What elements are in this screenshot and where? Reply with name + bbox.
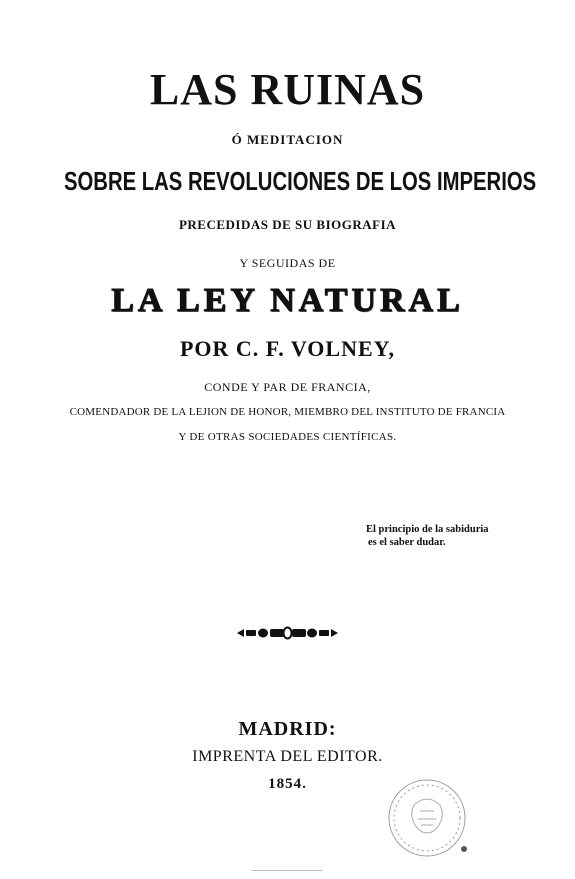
imprint-publisher: IMPRENTA DEL EDITOR.: [192, 748, 383, 765]
bottom-edge-mark: [252, 870, 322, 871]
author-title-3: Y DE OTRAS SOCIEDADES CIENTÍFICAS.: [178, 431, 397, 443]
epigraph-line-1: El principio de la sabiduria: [366, 524, 489, 535]
preceded-by-line: PRECEDIDAS DE SU BIOGRAFIA: [178, 217, 397, 232]
author-line: POR C. F. VOLNEY,: [179, 336, 395, 361]
author-title-1: CONDE Y PAR DE FRANCIA,: [204, 380, 371, 394]
appendix-title-text: LA LEY NATURAL: [111, 282, 464, 319]
epigraph: [366, 523, 489, 549]
appendix-title: [0, 282, 575, 320]
subtitle-main: SOBRE LAS REVOLUCIONES DE LOS IMPERIOS: [64, 166, 537, 196]
subtitle-connector: Ó MEDITACION: [231, 132, 344, 147]
imprint-year: 1854.: [268, 776, 307, 792]
ornament-divider: [235, 626, 340, 640]
author-title-2: COMENDADOR DE LA LEJION DE HONOR, MIEMBRO DEL INSTITUTO DE FRANCIA: [69, 406, 506, 418]
book-title: LAS RUINAS: [149, 65, 426, 114]
epigraph-line-2: es el saber dudar.: [368, 537, 446, 548]
imprint-city: MADRID:: [238, 718, 337, 740]
library-stamp: [384, 775, 470, 861]
followed-by-line: Y SEGUIDAS DE: [239, 256, 336, 270]
